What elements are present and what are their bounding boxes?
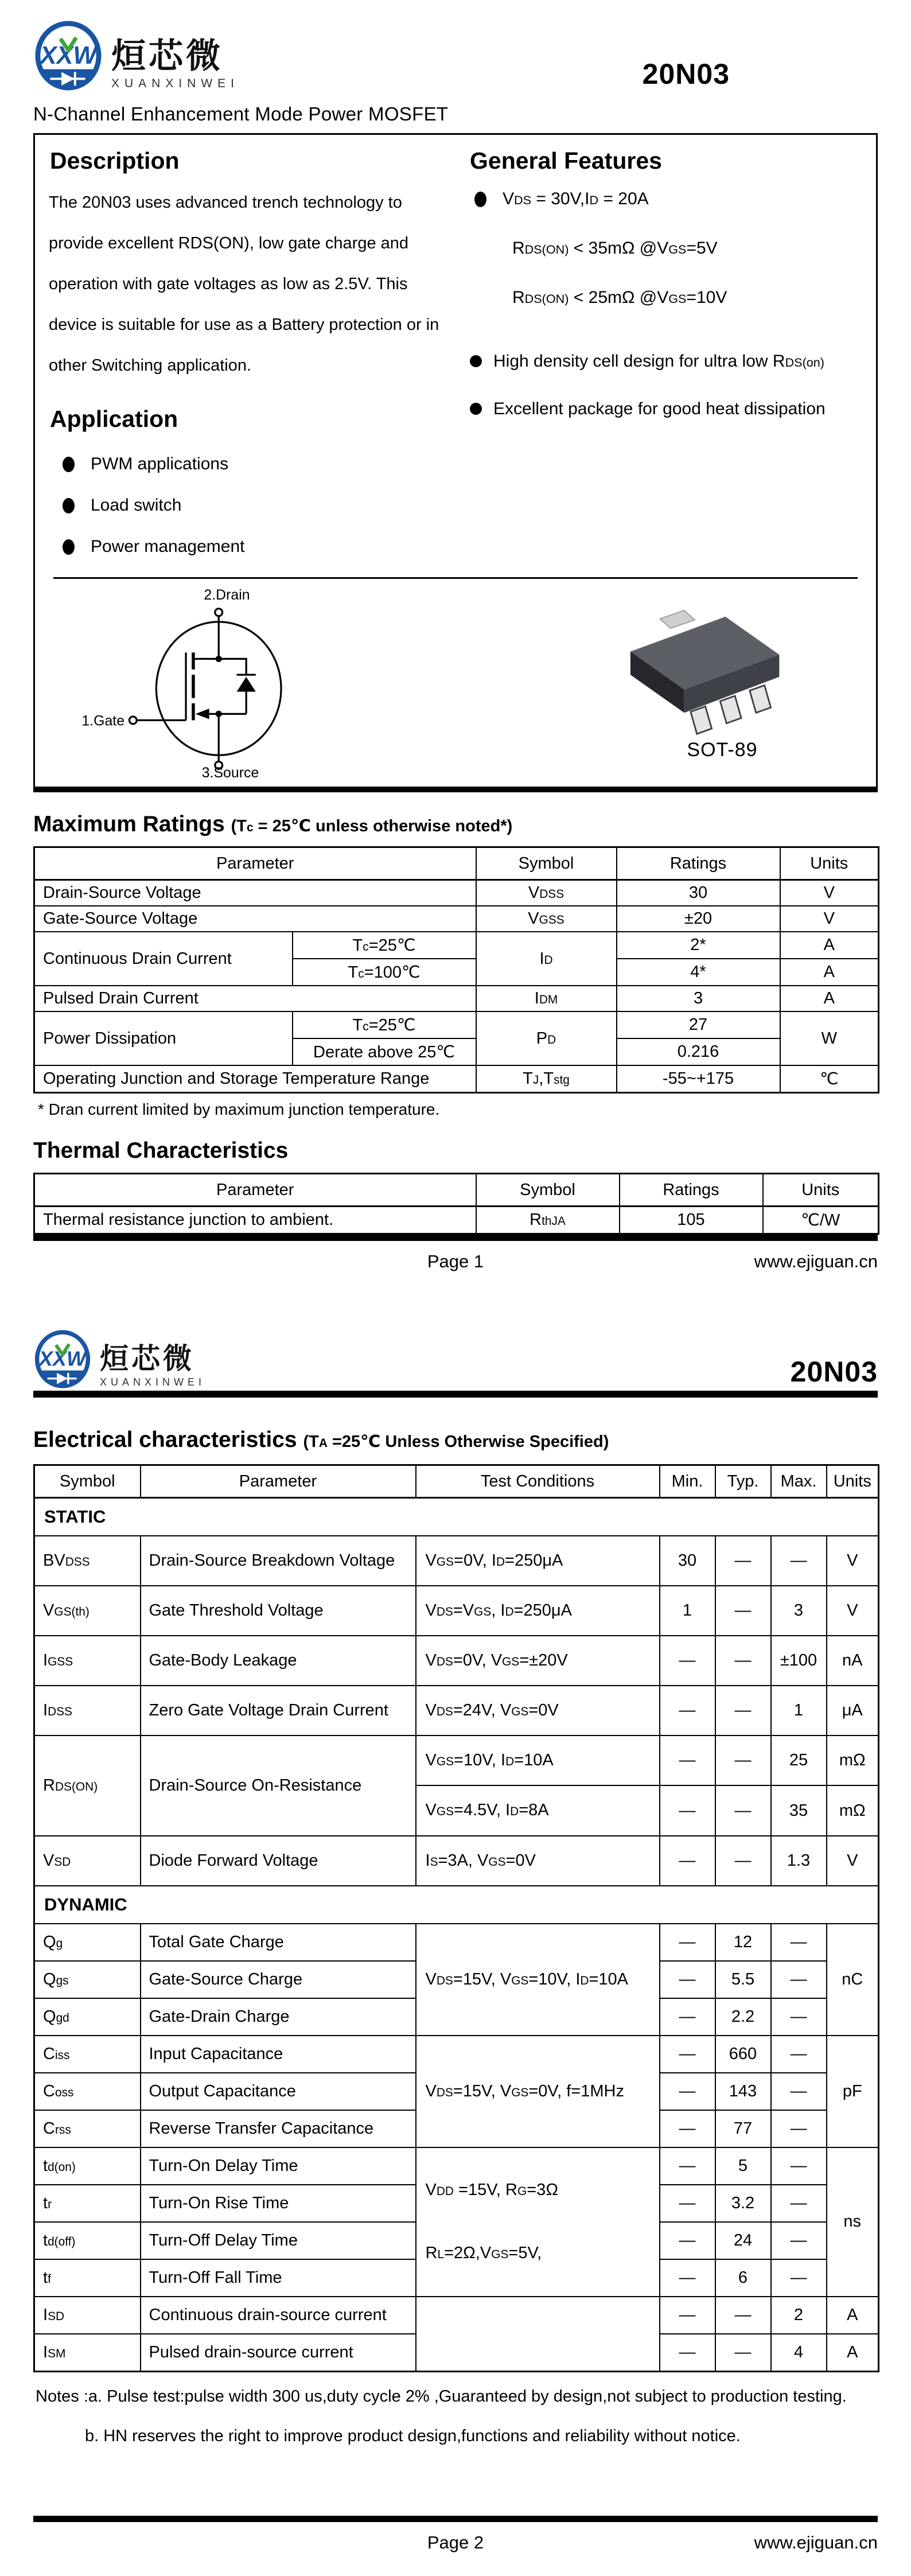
table-cell: Derate above 25℃	[293, 1038, 476, 1065]
feature-subline: RDS(ON) < 35mΩ @VGS=5V	[512, 239, 718, 258]
website-link[interactable]: www.ejiguan.cn	[754, 1251, 878, 1272]
table-cell: Qgd	[34, 1998, 141, 2036]
table-cell: —	[771, 2222, 827, 2259]
table-cell: 30	[617, 880, 780, 906]
table-cell: —	[771, 2110, 827, 2147]
column-header: Units	[763, 1174, 879, 1207]
table-cell: —	[660, 2110, 715, 2147]
section-label: STATIC	[34, 1498, 879, 1536]
table-cell: Turn-Off Fall Time	[141, 2259, 416, 2297]
table-row	[34, 1536, 879, 1586]
bullet-icon	[63, 457, 75, 472]
description-text: The 20N03 uses advanced trench technology to provide excellent RDS(ON), low gate charge and operation with gate voltages as low as 2.5V. This device is suitable for use as a Battery protection or in other Switching application.	[49, 193, 439, 375]
table-row	[34, 906, 879, 932]
table-cell: Zero Gate Voltage Drain Current	[141, 1686, 416, 1736]
mosfet-symbol-figure	[38, 587, 388, 777]
column-header: Parameter	[34, 847, 476, 880]
table-cell: 2*	[617, 932, 780, 959]
table-cell: Turn-On Delay Time	[141, 2147, 416, 2185]
table-cell: 35	[771, 1785, 827, 1835]
page1-header	[0, 0, 911, 93]
table-cell: —	[771, 1961, 827, 1998]
table-cell: VGS=4.5V, ID=8A	[416, 1785, 660, 1835]
table-cell: —	[715, 1785, 771, 1835]
table-row	[34, 932, 879, 959]
table-cell: —	[771, 1924, 827, 1961]
description-heading: Description	[50, 147, 180, 174]
table-cell: —	[715, 1586, 771, 1636]
table-cell: RDS(ON)	[34, 1736, 141, 1835]
table-cell: Continuous Drain Current	[34, 932, 293, 986]
table-cell: —	[771, 2036, 827, 2073]
table-cell: IGSS	[34, 1636, 141, 1686]
note-line: b. HN reserves the right to improve product design,functions and reliability without notice.	[85, 2426, 741, 2445]
brand-logo-text	[111, 39, 239, 91]
table-cell: —	[660, 1961, 715, 1998]
table-cell: 3	[617, 986, 780, 1011]
table-cell: 6	[715, 2259, 771, 2297]
table-cell: —	[771, 1998, 827, 2036]
table-cell: —	[660, 1636, 715, 1686]
pin-source-label: 3.Source	[201, 765, 259, 778]
table-cell: VDS=24V, VGS=0V	[416, 1686, 660, 1736]
table-cell: ISM	[34, 2334, 141, 2372]
pin-gate-label: 1.Gate	[81, 713, 125, 729]
table-cell: IDM	[476, 986, 617, 1011]
table-cell: —	[660, 2036, 715, 2073]
package-name: SOT-89	[687, 739, 758, 761]
column-header: Ratings	[620, 1174, 763, 1207]
table-cell: —	[660, 1836, 715, 1886]
table-cell: 30	[660, 1536, 715, 1586]
table-row	[34, 1636, 879, 1686]
table-cell: Diode Forward Voltage	[141, 1836, 416, 1886]
table-cell: —	[715, 1636, 771, 1686]
table-cell: A	[780, 932, 879, 959]
table-cell: V	[780, 880, 879, 906]
heading-text: Maximum Ratings	[33, 812, 225, 837]
table-cell: ℃/W	[763, 1207, 879, 1234]
table-cell: 1	[771, 1686, 827, 1736]
table-row	[34, 1836, 879, 1886]
table-cell: Output Capacitance	[141, 2073, 416, 2110]
table-cell: Tc=100℃	[293, 959, 476, 986]
table-cell: 2	[771, 2297, 827, 2334]
table-cell: —	[660, 2334, 715, 2372]
table-cell: 3.2	[715, 2185, 771, 2222]
table-cell: Thermal resistance junction to ambient.	[34, 1207, 476, 1234]
bullet-icon	[63, 539, 75, 555]
table-cell: —	[660, 1736, 715, 1785]
table-cell: 105	[620, 1207, 763, 1234]
table-cell: ID	[476, 932, 617, 986]
table-cell: VSD	[34, 1836, 141, 1886]
table-cell: Qg	[34, 1924, 141, 1961]
list-item	[474, 189, 861, 209]
table-cell: V	[827, 1586, 879, 1636]
table-cell: V	[827, 1836, 879, 1886]
application-item-label: PWM applications	[91, 454, 229, 474]
table-cell: IDSS	[34, 1686, 141, 1736]
list-item	[63, 496, 441, 515]
table-cell: td(on)	[34, 2147, 141, 2185]
table-cell: —	[715, 1686, 771, 1736]
column-header: Symbol	[34, 1465, 141, 1498]
table-cell: 77	[715, 2110, 771, 2147]
thermal-table	[33, 1173, 879, 1235]
section-label: DYNAMIC	[34, 1886, 879, 1924]
bullet-icon	[470, 403, 482, 415]
website-link[interactable]: www.ejiguan.cn	[754, 2532, 878, 2552]
table-cell: Pulsed Drain Current	[34, 986, 476, 1011]
heading-note: (TA =25℃ Unless Otherwise Specified)	[303, 1433, 609, 1451]
document-title: N-Channel Enhancement Mode Power MOSFET	[33, 103, 449, 124]
table-cell: Gate-Body Leakage	[141, 1636, 416, 1686]
heading-note: (Tc = 25℃ unless otherwise noted*)	[231, 817, 513, 836]
brand-logo	[33, 21, 239, 91]
table-cell: Gate-Source Voltage	[34, 906, 476, 932]
column-header: Ratings	[617, 847, 780, 880]
table-cell: td(off)	[34, 2222, 141, 2259]
list-item	[63, 454, 441, 474]
table-cell: 4	[771, 2334, 827, 2372]
table-row	[34, 1736, 879, 1785]
table-cell: 4*	[617, 959, 780, 986]
table-cell: —	[660, 1998, 715, 2036]
table-cell: —	[660, 2147, 715, 2185]
table-row	[34, 1065, 879, 1093]
table-cell: Ciss	[34, 2036, 141, 2073]
table-cell: 143	[715, 2073, 771, 2110]
table-cell: Turn-On Rise Time	[141, 2185, 416, 2222]
table-cell: —	[771, 2185, 827, 2222]
table-cell: IS=3A, VGS=0V	[416, 1836, 660, 1886]
page2-header	[0, 1290, 911, 1391]
table-cell: tr	[34, 2185, 141, 2222]
table-cell: Drain-Source Voltage	[34, 880, 476, 906]
maximum-ratings-heading	[33, 812, 878, 837]
table-section-row	[34, 1498, 879, 1536]
table-row	[34, 880, 879, 906]
table-cell: V	[780, 906, 879, 932]
table-row	[34, 1686, 879, 1736]
table-section-row	[34, 1886, 879, 1924]
table-cell: 27	[617, 1011, 780, 1038]
table-cell: μA	[827, 1686, 879, 1736]
table-cell: Power Dissipation	[34, 1011, 293, 1065]
table-cell: VDD =15V, RG=3Ω RL=2Ω,VGS=5V,	[416, 2147, 660, 2297]
footer-rule	[33, 2516, 878, 2522]
features-column	[468, 138, 861, 557]
table-cell: 3	[771, 1586, 827, 1636]
table-cell: TJ,Tstg	[476, 1065, 617, 1093]
table-cell: A	[780, 986, 879, 1011]
table-cell: BVDSS	[34, 1536, 141, 1586]
pin-drain-label: 2.Drain	[204, 587, 250, 604]
brand-logo-icon	[33, 1330, 92, 1388]
table-cell: Gate-Source Charge	[141, 1961, 416, 1998]
brand-logo-text	[100, 1344, 205, 1388]
part-number: 20N03	[642, 58, 730, 90]
table-cell: Operating Junction and Storage Temperature Range	[34, 1065, 476, 1093]
table-cell: mΩ	[827, 1785, 879, 1835]
table-row	[34, 1011, 879, 1038]
table-cell: pF	[827, 2036, 879, 2147]
table-cell: —	[660, 2185, 715, 2222]
column-header: Units	[827, 1465, 879, 1498]
page-2	[0, 1290, 911, 2576]
diagram-section	[35, 579, 876, 787]
table-row	[34, 1586, 879, 1636]
table-cell: PD	[476, 1011, 617, 1065]
column-header: Units	[780, 847, 879, 880]
feature-item-label: VDS = 30V,ID = 20A	[503, 189, 649, 208]
application-item-label: Load switch	[91, 496, 182, 515]
table-cell: VDSS	[476, 880, 617, 906]
table-cell: 660	[715, 2036, 771, 2073]
table-header-row	[34, 847, 879, 880]
page-number: Page 1	[427, 1251, 484, 1272]
table-cell: tf	[34, 2259, 141, 2297]
table-cell: —	[715, 1536, 771, 1586]
table-cell: —	[660, 2259, 715, 2297]
table-cell: —	[771, 1536, 827, 1586]
table-cell: 2.2	[715, 1998, 771, 2036]
column-header: Test Conditions	[416, 1465, 660, 1498]
table-cell: —	[660, 1924, 715, 1961]
table-cell: Coss	[34, 2073, 141, 2110]
ratings-footnote: * Dran current limited by maximum junction temperature.	[38, 1100, 440, 1119]
table-cell	[416, 2297, 660, 2372]
table-cell: VGS=0V, ID=250μA	[416, 1536, 660, 1586]
table-cell: —	[660, 1785, 715, 1835]
table-cell: Continuous drain-source current	[141, 2297, 416, 2334]
column-header: Typ.	[715, 1465, 771, 1498]
application-item-label: Power management	[91, 537, 245, 557]
logo-monogram: XXW	[38, 1347, 87, 1371]
table-cell: Gate Threshold Voltage	[141, 1586, 416, 1636]
table-cell: ISD	[34, 2297, 141, 2334]
electrical-heading	[33, 1427, 878, 1453]
table-row	[34, 986, 879, 1011]
table-cell: —	[771, 2073, 827, 2110]
maximum-ratings-table	[33, 846, 879, 1094]
table-cell: A	[827, 2334, 879, 2372]
table-cell: —	[660, 1686, 715, 1736]
list-item	[63, 537, 441, 557]
table-cell: ns	[827, 2147, 879, 2297]
table-cell: —	[715, 2297, 771, 2334]
table-cell: 24	[715, 2222, 771, 2259]
column-header: Parameter	[34, 1174, 476, 1207]
package-figure-block	[608, 603, 837, 761]
table-cell: —	[771, 2147, 827, 2185]
table-cell: Tc=25℃	[293, 1011, 476, 1038]
table-cell: VDS=0V, VGS=±20V	[416, 1636, 660, 1686]
table-cell: 25	[771, 1736, 827, 1785]
table-cell: Input Capacitance	[141, 2036, 416, 2073]
table-cell: Tc=25℃	[293, 932, 476, 959]
table-cell: ±100	[771, 1636, 827, 1686]
list-item	[470, 343, 843, 380]
table-header-row	[34, 1174, 879, 1207]
table-cell: Gate-Drain Charge	[141, 1998, 416, 2036]
table-cell: VDS=15V, VGS=0V, f=1MHz	[416, 2036, 660, 2147]
heading-text: Electrical characteristics	[33, 1427, 297, 1452]
column-header: Symbol	[476, 847, 617, 880]
notes-block	[36, 2387, 878, 2446]
features-heading: General Features	[470, 147, 662, 174]
feature-subline: RDS(ON) < 25mΩ @VGS=10V	[512, 288, 727, 307]
brand-name-english: XUANXINWEI	[111, 77, 240, 90]
table-cell: 0.216	[617, 1038, 780, 1065]
page-number: Page 2	[427, 2532, 484, 2552]
table-cell: ±20	[617, 906, 780, 932]
table-cell: A	[780, 959, 879, 986]
feature-item-label: High density cell design for ultra low RDS(on)	[493, 352, 824, 371]
header-rule	[33, 1391, 878, 1398]
feature-item-label: Excellent package for good heat dissipation	[493, 399, 826, 418]
table-cell: —	[715, 2334, 771, 2372]
heading-text: Thermal Characteristics	[33, 1138, 289, 1164]
table-cell: 5.5	[715, 1961, 771, 1998]
page2-footer	[0, 2516, 911, 2576]
table-header-row	[34, 1465, 879, 1498]
logo-monogram: XXW	[40, 41, 97, 69]
list-item	[470, 391, 843, 428]
table-cell: Pulsed drain-source current	[141, 2334, 416, 2372]
application-heading: Application	[50, 406, 178, 433]
table-row	[34, 2147, 879, 2185]
sot89-package-icon	[608, 603, 837, 735]
table-cell: VGS(th)	[34, 1586, 141, 1636]
brand-logo	[33, 1330, 205, 1388]
table-cell: nA	[827, 1636, 879, 1686]
table-cell: —	[715, 1836, 771, 1886]
table-cell: 1.3	[771, 1836, 827, 1886]
table-cell: 1	[660, 1586, 715, 1636]
table-cell: Drain-Source On-Resistance	[141, 1736, 416, 1835]
bullet-icon	[63, 498, 75, 513]
bullet-icon	[470, 355, 482, 367]
description-column	[48, 138, 441, 557]
table-cell: -55~+175	[617, 1065, 780, 1093]
table-cell: —	[660, 2222, 715, 2259]
part-number: 20N03	[790, 1356, 878, 1388]
table-row	[34, 1207, 879, 1234]
table-cell: ℃	[780, 1065, 879, 1093]
table-cell: VDS=15V, VGS=10V, ID=10A	[416, 1924, 660, 2036]
thermal-heading	[33, 1138, 878, 1164]
table-cell: Reverse Transfer Capacitance	[141, 2110, 416, 2147]
brand-name-chinese: 烜芯微	[100, 1343, 194, 1375]
column-header: Parameter	[141, 1465, 416, 1498]
table-cell: Crss	[34, 2110, 141, 2147]
table-cell: VGS=10V, ID=10A	[416, 1736, 660, 1785]
brand-logo-icon	[33, 21, 103, 91]
electrical-characteristics-table	[33, 1464, 879, 2372]
table-cell: Drain-Source Breakdown Voltage	[141, 1536, 416, 1586]
table-cell: mΩ	[827, 1736, 879, 1785]
table-cell: —	[660, 2073, 715, 2110]
table-cell: RthJA	[476, 1207, 620, 1234]
table-cell: 5	[715, 2147, 771, 2185]
column-header: Max.	[771, 1465, 827, 1498]
table-row	[34, 1924, 879, 1961]
table-cell: nC	[827, 1924, 879, 2036]
table-row	[34, 2036, 879, 2073]
table-row	[34, 2297, 879, 2334]
table-cell: V	[827, 1536, 879, 1586]
table-cell: Total Gate Charge	[141, 1924, 416, 1961]
table-cell: —	[660, 2297, 715, 2334]
table-cell: VGSS	[476, 906, 617, 932]
table-cell: —	[771, 2259, 827, 2297]
overview-box	[33, 133, 878, 792]
table-cell: W	[780, 1011, 879, 1065]
table-cell: Qgs	[34, 1961, 141, 1998]
brand-name-english: XUANXINWEI	[100, 1376, 206, 1388]
footer-rule	[33, 1235, 878, 1241]
column-header: Min.	[660, 1465, 715, 1498]
column-header: Symbol	[476, 1174, 620, 1207]
table-cell: —	[715, 1736, 771, 1785]
table-cell: Turn-Off Delay Time	[141, 2222, 416, 2259]
table-cell: 12	[715, 1924, 771, 1961]
table-cell: A	[827, 2297, 879, 2334]
note-line: Notes :a. Pulse test:pulse width 300 us,duty cycle 2% ,Guaranteed by design,not subject to production testing.	[36, 2387, 847, 2406]
application-list	[48, 454, 441, 557]
table-cell: VDS=VGS, ID=250μA	[416, 1586, 660, 1636]
bullet-icon	[474, 192, 486, 207]
brand-name-chinese: 烜芯微	[111, 37, 223, 75]
